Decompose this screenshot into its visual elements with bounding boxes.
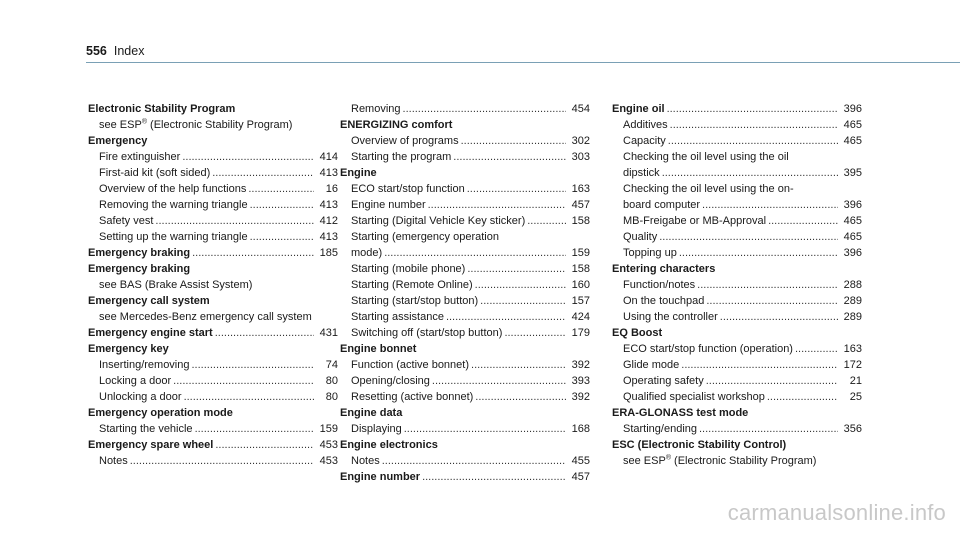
index-term-label: Engine bbox=[340, 167, 377, 179]
index-subentry-label: Glide mode bbox=[623, 359, 680, 371]
index-subentry bbox=[612, 421, 862, 437]
index-subentry bbox=[88, 421, 338, 437]
index-term-label: Emergency engine start bbox=[88, 327, 213, 339]
index-subentry-label: Function/notes bbox=[623, 279, 696, 291]
page-ref[interactable]: 80 bbox=[325, 375, 338, 387]
dot-leader bbox=[662, 165, 838, 181]
index-subentry-label: Unlocking a door bbox=[99, 391, 182, 403]
index-entry bbox=[88, 133, 338, 245]
index-subentry bbox=[340, 229, 590, 245]
index-subentry bbox=[88, 213, 338, 229]
index-term bbox=[340, 437, 590, 453]
page-ref[interactable]: 393 bbox=[571, 375, 590, 387]
index-subentry-label: Starting (start/stop button) bbox=[351, 295, 479, 307]
page-ref[interactable]: 289 bbox=[843, 295, 862, 307]
index-subentry bbox=[612, 373, 862, 389]
page-ref[interactable]: 158 bbox=[571, 215, 590, 227]
page-ref[interactable]: 392 bbox=[571, 391, 590, 403]
index-entry bbox=[88, 437, 338, 469]
index-subentry bbox=[612, 197, 862, 213]
index-entry bbox=[88, 261, 338, 293]
index-entry bbox=[612, 437, 862, 469]
index-term bbox=[88, 133, 338, 149]
page-ref[interactable]: 179 bbox=[571, 327, 590, 339]
index-subentry-label: Additives bbox=[623, 119, 668, 131]
index-subentry-label: Checking the oil level using the on- bbox=[623, 183, 794, 195]
page-ref[interactable]: 413 bbox=[319, 199, 338, 211]
index-subentry-label: Setting up the warning triangle bbox=[99, 231, 248, 243]
index-subentry bbox=[340, 309, 590, 325]
index-subentry bbox=[88, 357, 338, 373]
dot-leader bbox=[475, 277, 566, 293]
index-entry bbox=[612, 325, 862, 405]
dot-leader bbox=[432, 373, 566, 389]
page-ref[interactable]: 457 bbox=[571, 199, 590, 211]
index-subentry bbox=[612, 229, 862, 245]
index-subentry-label: see ESP® (Electronic Stability Program) bbox=[623, 454, 817, 467]
index-subentry bbox=[612, 277, 862, 293]
index-subentry-label: dipstick bbox=[623, 167, 660, 179]
index-subentry-label: Overview of the help functions bbox=[99, 183, 247, 195]
page-ref[interactable]: 395 bbox=[843, 167, 862, 179]
index-term bbox=[88, 325, 338, 341]
index-entry bbox=[340, 437, 590, 469]
index-subentry bbox=[340, 181, 590, 197]
index-term bbox=[88, 101, 338, 117]
dot-leader bbox=[130, 453, 314, 469]
index-subentry bbox=[612, 245, 862, 261]
index-subentry-label: Notes bbox=[99, 455, 128, 467]
index-subentry bbox=[612, 133, 862, 149]
page-ref[interactable]: 457 bbox=[571, 471, 590, 483]
index-term-label: Emergency braking bbox=[88, 247, 191, 259]
page-ref[interactable]: 465 bbox=[843, 215, 862, 227]
dot-leader bbox=[404, 421, 566, 437]
index-subentry-label: Qualified specialist workshop bbox=[623, 391, 765, 403]
index-term-label: Emergency call system bbox=[88, 295, 210, 307]
index-subentry bbox=[612, 341, 862, 357]
index-entry bbox=[88, 101, 338, 133]
dot-leader bbox=[706, 373, 838, 389]
index-term bbox=[340, 165, 590, 181]
index-entry bbox=[612, 101, 862, 261]
index-entry bbox=[340, 341, 590, 405]
index-subentry bbox=[340, 373, 590, 389]
index-subentry-label: On the touchpad bbox=[623, 295, 705, 307]
page-ref[interactable]: 465 bbox=[843, 231, 862, 243]
index-term bbox=[88, 341, 338, 357]
page-ref[interactable]: 412 bbox=[319, 215, 338, 227]
index-subentry bbox=[88, 117, 338, 133]
index-term-label: Emergency key bbox=[88, 343, 169, 355]
dot-leader bbox=[173, 373, 314, 389]
page-ref[interactable]: 16 bbox=[325, 183, 338, 195]
index-subentry-label: mode) bbox=[351, 247, 383, 259]
page-ref[interactable]: 25 bbox=[849, 391, 862, 403]
page-ref[interactable]: 413 bbox=[319, 167, 338, 179]
index-term-label: Electronic Stability Program bbox=[88, 103, 236, 115]
index-term-label: Emergency spare wheel bbox=[88, 439, 214, 451]
page-ref[interactable]: 80 bbox=[325, 391, 338, 403]
index-entry bbox=[88, 341, 338, 405]
index-subentry-label: ECO start/stop function bbox=[351, 183, 465, 195]
index-entry bbox=[88, 245, 338, 261]
page-ref[interactable]: 159 bbox=[319, 423, 338, 435]
index-subentry bbox=[612, 293, 862, 309]
dot-leader bbox=[681, 357, 838, 373]
page-ref[interactable]: 185 bbox=[319, 247, 338, 259]
dot-leader bbox=[382, 453, 566, 469]
index-term-label: Engine oil bbox=[612, 103, 665, 115]
dot-leader bbox=[212, 165, 314, 181]
page-ref[interactable]: 157 bbox=[571, 295, 590, 307]
index-subentry bbox=[88, 373, 338, 389]
index-subentry-label: Starting the program bbox=[351, 151, 452, 163]
index-term-label: Engine data bbox=[340, 407, 403, 419]
index-subentry bbox=[340, 389, 590, 405]
page-ref[interactable]: 160 bbox=[571, 279, 590, 291]
page-ref[interactable]: 465 bbox=[843, 135, 862, 147]
dot-leader bbox=[384, 245, 566, 261]
page-header bbox=[86, 44, 144, 60]
index-subentry bbox=[612, 309, 862, 325]
index-subentry bbox=[340, 197, 590, 213]
index-subentry-label: Opening/closing bbox=[351, 375, 430, 387]
index-subentry-label: see BAS (Brake Assist System) bbox=[99, 279, 253, 291]
index-entry bbox=[612, 261, 862, 325]
index-subentry bbox=[340, 325, 590, 341]
page-ref[interactable]: 163 bbox=[571, 183, 590, 195]
index-subentry-label: Notes bbox=[351, 455, 380, 467]
dot-leader bbox=[504, 325, 566, 341]
index-term-label: Engine bonnet bbox=[340, 343, 417, 355]
index-entry bbox=[340, 101, 590, 117]
page-ref[interactable]: 21 bbox=[849, 375, 862, 387]
page-ref[interactable]: 159 bbox=[571, 247, 590, 259]
index-subentry-label: Starting/ending bbox=[623, 423, 697, 435]
page-ref[interactable]: 453 bbox=[319, 455, 338, 467]
page-ref[interactable]: 396 bbox=[843, 199, 862, 211]
dot-leader bbox=[471, 357, 566, 373]
dot-leader bbox=[527, 213, 566, 229]
index-term-label: ESC (Electronic Stability Control) bbox=[612, 439, 787, 451]
page-ref[interactable]: 302 bbox=[571, 135, 590, 147]
index-subentry-label: Displaying bbox=[351, 423, 402, 435]
index-entry bbox=[88, 405, 338, 437]
index-term-label: Entering characters bbox=[612, 263, 716, 275]
index-term bbox=[88, 405, 338, 421]
index-subentry bbox=[612, 149, 862, 165]
page-ref[interactable]: 168 bbox=[571, 423, 590, 435]
dot-leader bbox=[659, 229, 838, 245]
page-ref[interactable]: 289 bbox=[843, 311, 862, 323]
index-term-label: EQ Boost bbox=[612, 327, 663, 339]
index-subentry bbox=[612, 453, 862, 469]
index-subentry-label: Checking the oil level using the oil bbox=[623, 151, 789, 163]
index-term-label: Engine electronics bbox=[340, 439, 438, 451]
index-subentry-label: First-aid kit (soft sided) bbox=[99, 167, 211, 179]
index-subentry bbox=[612, 213, 862, 229]
index-entry bbox=[340, 165, 590, 341]
index-entry bbox=[340, 117, 590, 165]
index-subentry-label: Starting (Digital Vehicle Key sticker) bbox=[351, 215, 526, 227]
index-column-1 bbox=[88, 101, 338, 469]
dot-leader bbox=[184, 389, 314, 405]
dot-leader bbox=[422, 469, 566, 485]
index-subentry-label: Overview of programs bbox=[351, 135, 459, 147]
index-subentry-label: Quality bbox=[623, 231, 658, 243]
index-subentry bbox=[340, 261, 590, 277]
index-subentry-label: Starting (mobile phone) bbox=[351, 263, 466, 275]
index-subentry bbox=[88, 309, 338, 325]
index-subentry-label: Safety vest bbox=[99, 215, 154, 227]
index-entry bbox=[88, 293, 338, 325]
index-subentry-label: Starting the vehicle bbox=[99, 423, 193, 435]
index-subentry-label: Resetting (active bonnet) bbox=[351, 391, 474, 403]
dot-leader bbox=[428, 197, 566, 213]
index-subentry-label: Function (active bonnet) bbox=[351, 359, 470, 371]
page-ref[interactable]: 414 bbox=[319, 151, 338, 163]
dot-leader bbox=[699, 421, 838, 437]
dot-leader bbox=[480, 293, 566, 309]
watermark: carmanualsonline.info bbox=[727, 500, 946, 525]
index-subentry bbox=[88, 453, 338, 469]
dot-leader bbox=[768, 213, 838, 229]
index-subentry bbox=[612, 117, 862, 133]
dot-leader bbox=[467, 181, 566, 197]
index-term bbox=[340, 117, 590, 133]
index-term bbox=[612, 101, 862, 117]
index-entry bbox=[340, 469, 590, 485]
index-subentry bbox=[88, 197, 338, 213]
index-subentry-label: Engine number bbox=[351, 199, 426, 211]
index-subentry-label: Capacity bbox=[623, 135, 666, 147]
index-subentry bbox=[88, 149, 338, 165]
index-term bbox=[612, 261, 862, 277]
index-entry bbox=[340, 405, 590, 437]
page-ref[interactable]: 465 bbox=[843, 119, 862, 131]
dot-leader bbox=[250, 229, 314, 245]
dot-leader bbox=[467, 261, 566, 277]
index-subentry-label: Switching off (start/stop button) bbox=[351, 327, 503, 339]
index-term-label: Emergency bbox=[88, 135, 148, 147]
page-ref[interactable]: 424 bbox=[571, 311, 590, 323]
dot-leader bbox=[195, 421, 314, 437]
index-column-3 bbox=[612, 101, 862, 469]
dot-leader bbox=[667, 101, 838, 117]
index-entry bbox=[88, 325, 338, 341]
index-subentry-label: MB-Freigabe or MB-Approval bbox=[623, 215, 767, 227]
dot-leader bbox=[250, 197, 314, 213]
index-term-label: Emergency braking bbox=[88, 263, 191, 275]
dot-leader bbox=[182, 149, 314, 165]
index-subentry bbox=[340, 277, 590, 293]
index-subentry-label: board computer bbox=[623, 199, 701, 211]
index-term bbox=[340, 341, 590, 357]
page-ref[interactable]: 356 bbox=[843, 423, 862, 435]
page-ref[interactable]: 74 bbox=[325, 359, 338, 371]
index-term bbox=[612, 325, 862, 341]
dot-leader bbox=[668, 133, 838, 149]
index-term bbox=[88, 245, 338, 261]
index-column-2 bbox=[340, 101, 590, 485]
index-term-label: ERA-GLONASS test mode bbox=[612, 407, 749, 419]
dot-leader bbox=[697, 277, 838, 293]
index-term bbox=[88, 293, 338, 309]
index-subentry-label: Inserting/removing bbox=[99, 359, 190, 371]
index-subentry-label: see Mercedes-Benz emergency call system bbox=[99, 311, 312, 323]
index-subentry-label: Removing the warning triangle bbox=[99, 199, 248, 211]
page-ref[interactable]: 396 bbox=[843, 247, 862, 259]
dot-leader bbox=[767, 389, 838, 405]
index-subentry bbox=[88, 277, 338, 293]
dot-leader bbox=[215, 437, 314, 453]
index-subentry bbox=[340, 133, 590, 149]
index-term bbox=[340, 469, 590, 485]
index-subentry bbox=[340, 245, 590, 261]
index-subentry-label: Starting (Remote Online) bbox=[351, 279, 473, 291]
index-term bbox=[88, 437, 338, 453]
index-subentry bbox=[340, 453, 590, 469]
dot-leader bbox=[702, 197, 838, 213]
index-subentry bbox=[340, 293, 590, 309]
dot-leader bbox=[679, 245, 838, 261]
dot-leader bbox=[192, 357, 315, 373]
index-subentry-label: ECO start/stop function (operation) bbox=[623, 343, 793, 355]
index-subentry bbox=[340, 101, 590, 117]
index-subentry-label: Locking a door bbox=[99, 375, 172, 387]
index-subentry bbox=[88, 181, 338, 197]
page-ref[interactable]: 453 bbox=[319, 439, 338, 451]
index-subentry bbox=[340, 149, 590, 165]
page-number: 556 bbox=[86, 44, 107, 58]
section-title: Index bbox=[113, 44, 145, 58]
page-ref[interactable]: 413 bbox=[319, 231, 338, 243]
page-ref[interactable]: 396 bbox=[843, 103, 862, 115]
index-subentry-label: Topping up bbox=[623, 247, 677, 259]
index-subentry bbox=[340, 421, 590, 437]
index-term bbox=[612, 437, 862, 453]
index-subentry-label: see ESP® (Electronic Stability Program) bbox=[99, 118, 293, 131]
index-term bbox=[88, 261, 338, 277]
index-subentry bbox=[340, 357, 590, 373]
dot-leader bbox=[192, 245, 314, 261]
dot-leader bbox=[155, 213, 314, 229]
page-ref[interactable]: 163 bbox=[843, 343, 862, 355]
index-subentry bbox=[88, 229, 338, 245]
page-ref[interactable]: 288 bbox=[843, 279, 862, 291]
index-term bbox=[340, 405, 590, 421]
index-term-label: ENERGIZING comfort bbox=[340, 119, 453, 131]
index-subentry-label: Operating safety bbox=[623, 375, 704, 387]
dot-leader bbox=[446, 309, 566, 325]
dot-leader bbox=[453, 149, 566, 165]
index-subentry bbox=[340, 213, 590, 229]
page-ref[interactable]: 158 bbox=[571, 263, 590, 275]
page-ref[interactable]: 455 bbox=[571, 455, 590, 467]
index-subentry-label: Starting (emergency operation bbox=[351, 231, 499, 243]
index-subentry bbox=[612, 165, 862, 181]
index-subentry bbox=[88, 389, 338, 405]
dot-leader bbox=[403, 101, 566, 117]
page-ref[interactable]: 454 bbox=[571, 103, 590, 115]
dot-leader bbox=[215, 325, 314, 341]
index-subentry bbox=[612, 181, 862, 197]
dot-leader bbox=[720, 309, 838, 325]
index-subentry-label: Starting assistance bbox=[351, 311, 444, 323]
dot-leader bbox=[706, 293, 838, 309]
index-term-label: Emergency operation mode bbox=[88, 407, 233, 419]
index-subentry bbox=[88, 165, 338, 181]
dot-leader bbox=[248, 181, 314, 197]
page-ref[interactable]: 392 bbox=[571, 359, 590, 371]
dot-leader bbox=[461, 133, 566, 149]
page-ref[interactable]: 172 bbox=[843, 359, 862, 371]
index-entry bbox=[612, 405, 862, 437]
index-subentry bbox=[612, 357, 862, 373]
dot-leader bbox=[475, 389, 566, 405]
page-ref[interactable]: 431 bbox=[319, 327, 338, 339]
index-subentry-label: Fire extinguisher bbox=[99, 151, 181, 163]
index-subentry-label: Removing bbox=[351, 103, 401, 115]
index-subentry-label: Using the controller bbox=[623, 311, 718, 323]
index-term-label: Engine number bbox=[340, 471, 421, 483]
index-term bbox=[612, 405, 862, 421]
dot-leader bbox=[795, 341, 838, 357]
dot-leader bbox=[670, 117, 838, 133]
header-rule bbox=[86, 62, 960, 63]
index-subentry bbox=[612, 389, 862, 405]
page-ref[interactable]: 303 bbox=[571, 151, 590, 163]
